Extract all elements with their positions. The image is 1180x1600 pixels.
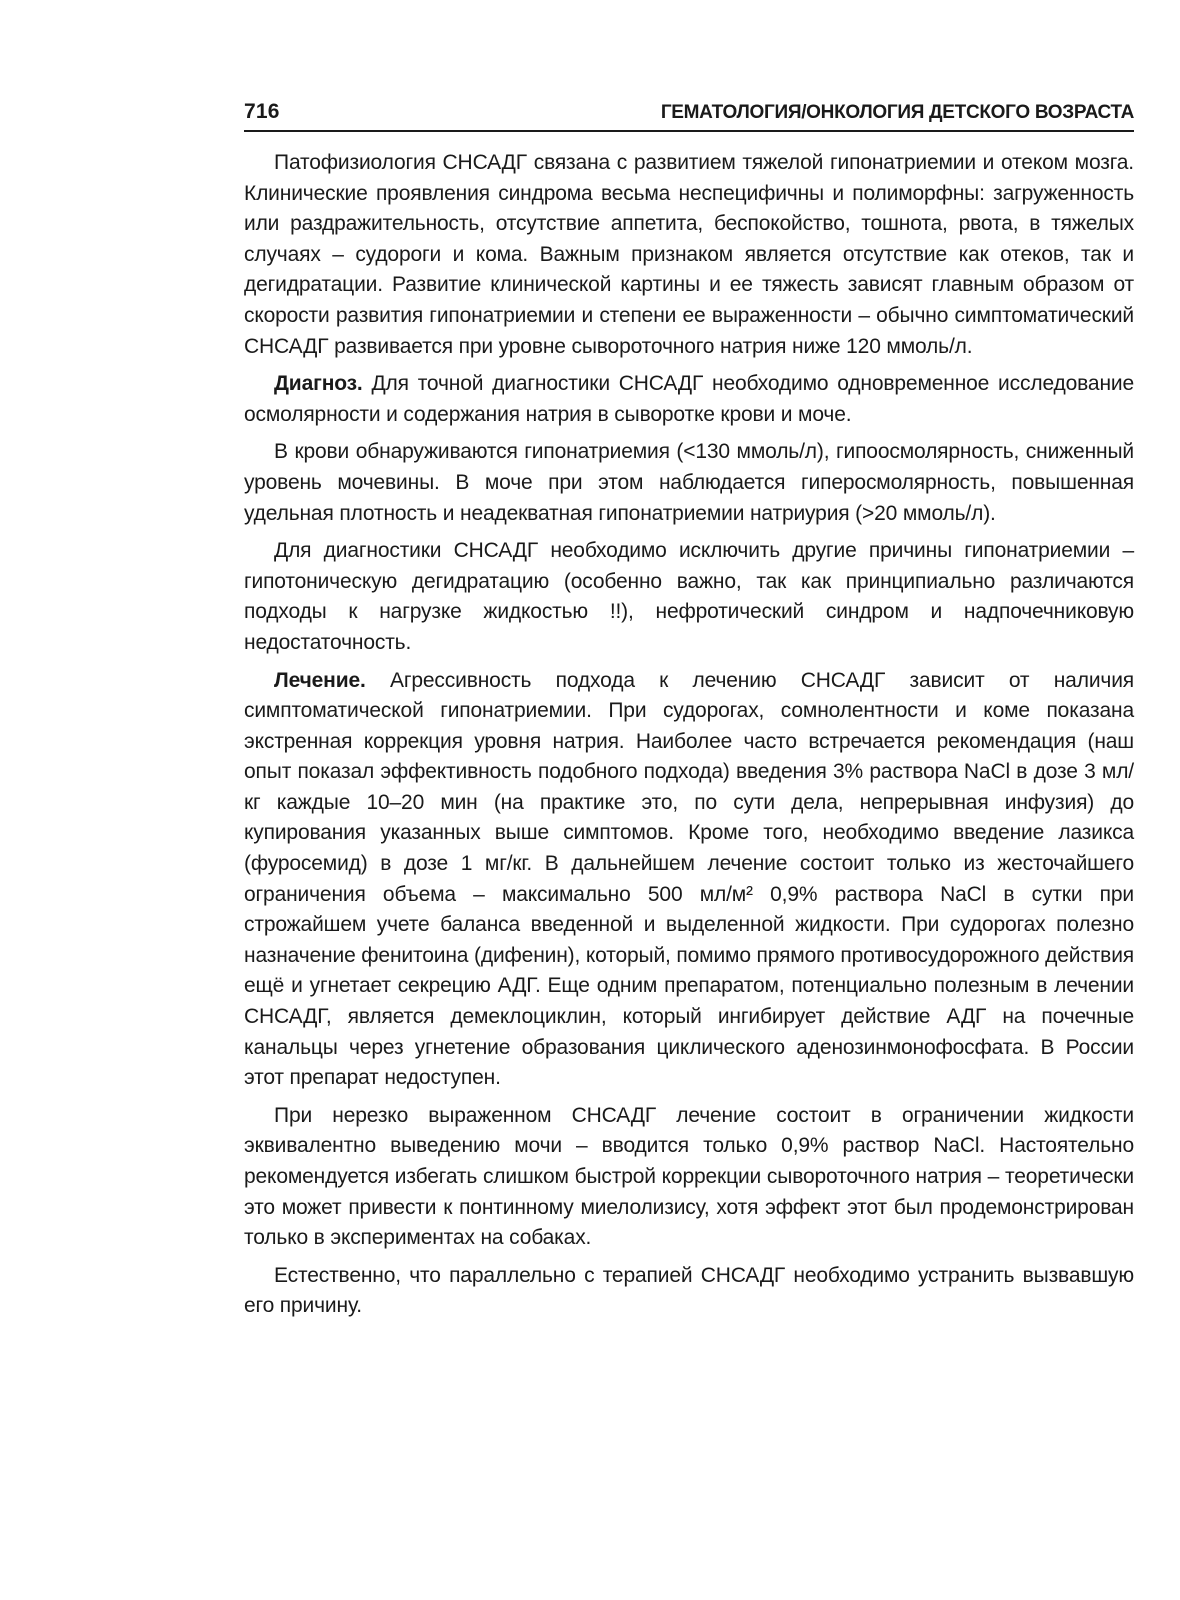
paragraph-text: Для диагностики СНСАДГ необходимо исключить другие причины гипонатриемии – гипотоническую дегидратацию (особенно важно, так как принципиально различаются подходы к нагрузке жидкостью !!), нефротический синдром и надпочечниковую недостаточность.: [244, 539, 1134, 654]
paragraph-text: Для точной диагностики СНСАДГ необходимо одновременное исследование осмолярности и содержания натрия в сыворотке крови и моче.: [244, 372, 1134, 426]
paragraph-cause: [244, 1261, 1134, 1322]
paragraph-text: В крови обнаруживаются гипонатриемия (<130 ммоль/л), гипоосмолярность, сниженный уровень мочевины. В моче при этом наблюдается гиперосмолярность, повышенная удельная плотность и неадекватная гипонатриемии натриурия (>20 ммоль/л).: [244, 440, 1134, 525]
running-head-title: ГЕМАТОЛОГИЯ/ОНКОЛОГИЯ ДЕТСКОГО ВОЗРАСТА: [660, 102, 1134, 123]
paragraph-differential: [244, 536, 1134, 658]
paragraph-text: При нерезко выраженном СНСАДГ лечение состоит в ограничении жидкости эквивалентно выведению мочи – вводится только 0,9% раствор NaCl. Настоятельно рекомендуется избегать слишком быстрой коррекции сывороточного натрия – теоретически это может привести к понтинному миелолизису, хотя эффект этот был продемонстрирован только в экспериментах на собаках.: [244, 1103, 1134, 1250]
paragraph-blood-findings: [244, 437, 1134, 529]
paragraph-text: Патофизиология СНСАДГ связана с развитием тяжелой гипонатриемии и отеком мозга. Клинические проявления синдрома весьма неспецифичны и полиморфны: загруженность или раздражительность, отсутствие аппетита, беспокойство, тошнота, рвота, в тяжелых случаях – судороги и кома. Важным признаком является отсутствие как отеков, так и дегидратации. Развитие клинической картины и ее тяжесть зависят главным образом от скорости развития гипонатриемии и степени ее выраженности – обычно симптоматический СНСАДГ развивается при уровне сывороточного натрия ниже 120 ммоль/л.: [244, 151, 1134, 358]
page-number: 716: [244, 100, 280, 123]
running-head: [244, 100, 1134, 132]
treatment-heading: Лечение.: [274, 668, 366, 692]
body-text: [244, 148, 1134, 1322]
book-page: [244, 100, 1134, 1329]
paragraph-pathophysiology: [244, 148, 1134, 362]
diagnosis-heading: Диагноз.: [274, 372, 363, 396]
paragraph-text: Естественно, что параллельно с терапией СНСАДГ необходимо устранить вызвавшую его причину.: [244, 1263, 1134, 1318]
paragraph-treatment: [244, 666, 1134, 1094]
paragraph-text: Агрессивность подхода к лечению СНСАДГ зависит от наличия симптоматической гипонатриемии. При судорогах, сомнолентности и коме показана экстренная коррекция уровня натрия. Наиболее часто встречается рекомендация (наш опыт показал эффективность подобного подхода) введения 3% раствора NaCl в дозе 3 мл/кг каждые 10–20 мин (на практике это, по сути дела, непрерывная инфузия) до купирования указанных выше симптомов. Кроме того, необходимо введение лазикса (фуросемид) в дозе 1 мг/кг. В дальнейшем лечение состоит только из жесточайшего ограничения объема – максимально 500 мл/м² 0,9% раствора NaCl в сутки при строжайшем учете баланса введенной и выделенной жидкости. При судорогах полезно назначение фенитоина (дифенин), который, помимо прямого противосудорожного действия ещё и угнетает секрецию АДГ. Еще одним препаратом, потенциально полезным в лечении СНСАДГ, является демеклоциклин, который ингибирует действие АДГ на почечные канальцы через угнетение образования циклического аденозинмонофосфата. В России этот препарат недоступен.: [244, 668, 1134, 1090]
paragraph-diagnosis: [244, 369, 1134, 430]
paragraph-mild-treatment: [244, 1101, 1134, 1254]
